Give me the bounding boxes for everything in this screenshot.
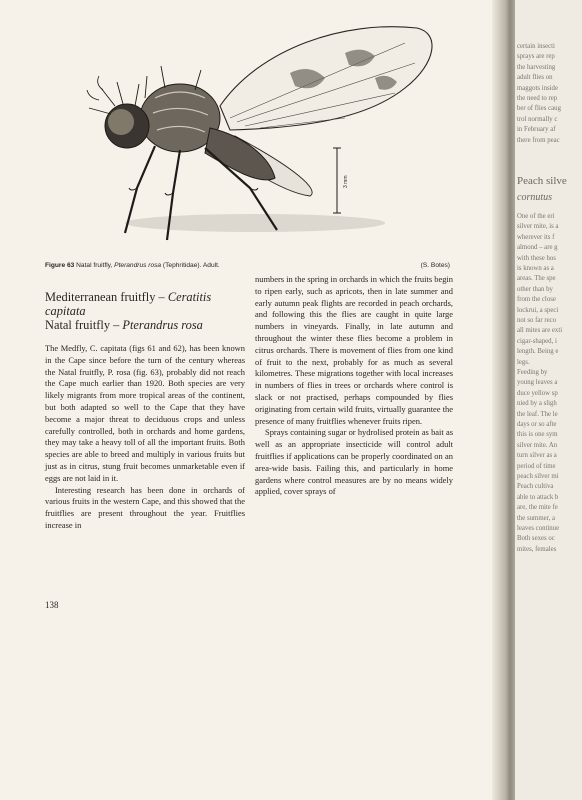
facing-page-line: is known as a	[517, 265, 554, 272]
heading-natal-species: Pterandrus rosa	[122, 318, 203, 332]
facing-page-line: Feeding by	[517, 369, 548, 376]
facing-page-line: wherever its f	[517, 233, 555, 241]
facing-page-line: the harvesting	[517, 63, 556, 71]
facing-page-line: nied by a sligh	[517, 400, 557, 408]
facing-page-line: able to attack b	[517, 493, 559, 501]
facing-page-line: with these hos	[517, 254, 556, 262]
facing-page-line: maggots inside	[517, 84, 558, 92]
facing-page-line: this is one sym	[517, 431, 558, 439]
facing-page-line: lockrui, a speci	[517, 306, 559, 314]
paragraph: Sprays containing sugar or hydrolised protein as bait as well as an appropriate insecticide will control adult fruitflies if applications can be properly coordinated on an area-wide basis. Failing this, and particularly in home gardens where control measures are by no means widely applied, cover sprays of	[255, 427, 453, 497]
facing-page-line: all mites are exti	[517, 327, 563, 335]
facing-page-line: days or so afte	[517, 421, 557, 428]
facing-page-line: ber of flies caug	[517, 105, 561, 113]
heading-medfly-name: Mediterranean fruitfly –	[45, 290, 168, 304]
facing-page-line: One of the eri	[517, 213, 555, 220]
facing-page-line: mites, females	[517, 545, 557, 553]
fruitfly-illustration	[45, 18, 465, 258]
facing-page-line: other than by	[517, 285, 553, 293]
figure-caption	[45, 262, 450, 269]
figure-label: Figure 63	[45, 262, 75, 269]
paragraph: Interesting research has been done in orchards of various fruits in the western Cape, and this showed that the fruitflies are present throughout the year. Fruitflies increase in	[45, 484, 245, 530]
facing-page-line: silver mite, is a	[517, 223, 559, 231]
facing-page-line: the summer, a	[517, 514, 556, 522]
facing-page-line: adult flies on	[517, 74, 553, 82]
facing-page-subheading: cornutus	[517, 192, 552, 203]
facing-page-line: legs.	[517, 358, 530, 366]
facing-page-line: are, the mite fe	[517, 504, 558, 512]
facing-page-line: Peach cultiva	[517, 483, 554, 491]
facing-page-line: duce yellow sp	[517, 389, 558, 397]
facing-page-line: silver mite. An	[517, 441, 558, 449]
heading-natal-name: Natal fruitfly –	[45, 318, 123, 332]
facing-page-line: almond – are g	[517, 244, 558, 252]
facing-page-line: there from peac	[517, 136, 560, 144]
facing-page-line: in February af	[517, 126, 556, 134]
right-column	[255, 274, 453, 498]
facing-page-heading: Peach silve	[517, 175, 567, 187]
facing-page	[515, 0, 582, 800]
caption-text: Natal fruitfly,	[76, 262, 115, 269]
facing-page-line: sprays are rep	[517, 53, 555, 61]
facing-page-line: period of time	[517, 462, 556, 470]
scale-bar-label: 3 mm	[343, 175, 349, 188]
facing-page-line: the need to rep	[517, 95, 558, 102]
facing-page-line: young leaves a	[517, 379, 558, 387]
facing-page-line: certain insecti	[517, 43, 555, 50]
facing-page-line: length. Being e	[517, 348, 559, 356]
facing-page-line: peach silver mi	[517, 473, 559, 480]
paragraph: The Medfly, C. capitata (figs 61 and 62), has been known in the Cape since before the turn of the century whereas the Natal fruitfly, P. rosa (fig. 63), probably did not reach the Cape much earlier than 1920. Both species are very likely migrants from more tropical areas of the continent, but both adapted so well to the Cape that they have become a major threat to deciduous crops and unless carefully controlled, both in orchards and home gardens, they may take a heavy toll of all the important fruits. Both species are able to breed and multiply in various fruits but just as in citrus, stung fruit becomes unmarketable even if eggs are not laid in it.	[45, 343, 245, 483]
facing-page-line: trol normally c	[517, 115, 558, 123]
facing-page-line: from the close	[517, 296, 556, 304]
facing-page-line: Both sexes oc	[517, 535, 555, 543]
left-column	[45, 290, 245, 532]
section-heading	[45, 290, 245, 332]
facing-page-line: not so far reco	[517, 317, 557, 324]
caption-species: Pterandrus rosa	[114, 262, 162, 269]
heading-medfly-species: Ceratitis capitata	[45, 290, 212, 318]
paragraph: numbers in the spring in orchards in which the fruits begin to ripen early, such as apricots, then in late summer and early autumn peak flights are recorded in peach orchards, and following this the flies are caught in quite large numbers in vineyards. Finally, in late autumn and throughout the winter these flies become a problem in citrus orchards. There is movement of flies from one kind of fruit to the next, probably for as much as several kilometres. These migrations together with local increases in numbers of flies in trees or orchards where control is slack or not practised, perhaps compounded by flies originating from certain wild fruits, virtually guarantee the presence of many fruitflies whenever fruits ripen.	[255, 274, 453, 426]
facing-page-line: areas. The spe	[517, 275, 556, 283]
facing-page-line: turn silver as a	[517, 452, 557, 460]
facing-page-line: cigar-shaped, i	[517, 337, 557, 345]
caption-rest: (Tephritidae). Adult.	[161, 262, 220, 269]
facing-page-line: the leaf. The le	[517, 410, 558, 418]
page-number: 138	[45, 600, 59, 610]
figure-credit: (S. Botes)	[420, 262, 450, 269]
facing-page-line: leaves continue	[517, 525, 560, 532]
